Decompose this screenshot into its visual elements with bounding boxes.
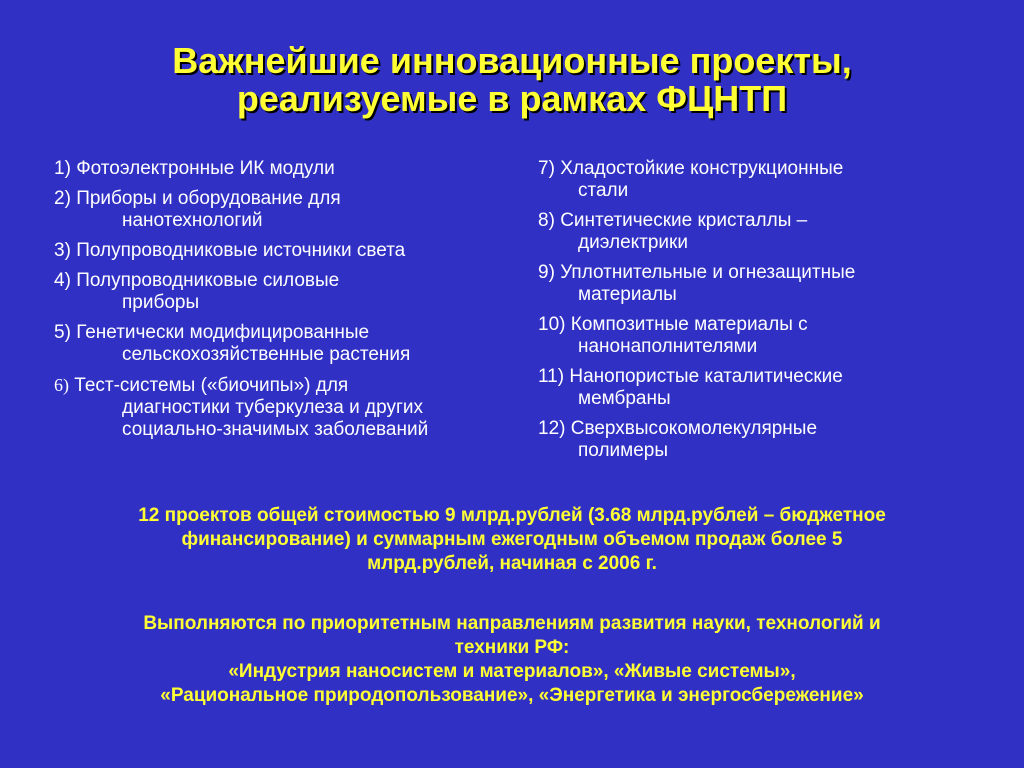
project-text: Композитные материалы с [570,314,808,335]
project-number: 11) [538,366,565,387]
right-project-list [538,158,978,470]
project-item-first-line [538,314,978,336]
project-item [538,418,978,462]
project-item-continuation: стали [578,180,629,201]
project-number: 12) [538,418,566,439]
title-line-1: Важнейшие инновационные проекты, [172,40,852,81]
project-number: 4) [54,270,71,291]
project-text: Полупроводниковые силовые [76,270,340,291]
directions-line-4: «Рациональное природопользование», «Энергетика и энергосбережение» [160,685,864,706]
project-item [54,240,524,262]
project-item-continuation: полимеры [578,440,668,461]
project-item [538,262,978,306]
directions-line-3: «Индустрия наносистем и материалов», «Живые системы», [228,661,796,682]
project-number: 6) [54,375,69,395]
slide-title [0,42,1024,118]
project-item-continuation: социально-значимых заболеваний [122,419,429,440]
project-item-first-line [54,322,524,344]
project-item-continuation: диэлектрики [578,232,688,253]
project-item-first-line [538,366,978,388]
project-text: Сверхвысокомолекулярные [570,418,818,439]
priority-directions [0,612,1024,708]
directions-line-1: Выполняются по приоритетным направлениям развития науки, технологий и [143,613,881,634]
project-number: 9) [538,262,555,283]
project-text: Приборы и оборудование для [76,188,341,209]
project-text: Хладостойкие конструкционные [560,158,844,179]
summary-line-3: млрд.рублей, начиная с 2006 г. [367,553,657,574]
project-number: 3) [54,240,71,261]
project-number: 2) [54,188,71,209]
project-item-first-line [54,374,524,397]
project-text: Уплотнительные и огнезащитные [560,262,856,283]
project-item-continuation: приборы [122,292,200,313]
project-text: Синтетические кристаллы – [560,210,808,231]
project-text: Полупроводниковые источники света [76,240,406,261]
project-item-first-line [54,158,524,180]
project-text: Генетически модифицированные [76,322,370,343]
project-item-continuation: нанонаполнителями [578,336,758,357]
project-number: 1) [54,158,71,179]
project-item-continuation: сельскохозяйственные растения [122,344,411,365]
project-item-first-line [538,158,978,180]
project-number: 5) [54,322,71,343]
project-item-first-line [54,240,524,262]
project-item [54,188,524,232]
project-item [54,322,524,366]
project-text: Фотоэлектронные ИК модули [76,158,335,179]
project-text: Тест-системы («биочипы») для [74,375,349,396]
project-number: 7) [538,158,555,179]
project-text: Нанопористые каталитические [569,366,843,387]
project-number: 10) [538,314,566,335]
project-item [538,366,978,410]
project-item-continuation: диагностики туберкулеза и других [122,397,423,418]
project-item [538,158,978,202]
project-item-continuation: нанотехнологий [122,210,263,231]
summary-line-1: 12 проектов общей стоимостью 9 млрд.рублей (3.68 млрд.рублей – бюджетное [138,505,886,526]
project-item [538,210,978,254]
project-item [54,374,524,441]
project-item [54,270,524,314]
directions-line-2: техники РФ: [454,637,570,658]
summary-line-2: финансирование) и суммарным ежегодным объемом продаж более 5 [181,529,843,550]
project-item-first-line [538,418,978,440]
project-item-first-line [538,262,978,284]
project-item-first-line [538,210,978,232]
project-item [538,314,978,358]
project-item-continuation: мембраны [578,388,671,409]
project-item-continuation: материалы [578,284,677,305]
project-item-first-line [54,188,524,210]
left-project-list [54,158,524,449]
title-line-2: реализуемые в рамках ФЦНТП [236,78,788,119]
project-item-first-line [54,270,524,292]
project-item [54,158,524,180]
project-number: 8) [538,210,555,231]
projects-summary [0,504,1024,576]
